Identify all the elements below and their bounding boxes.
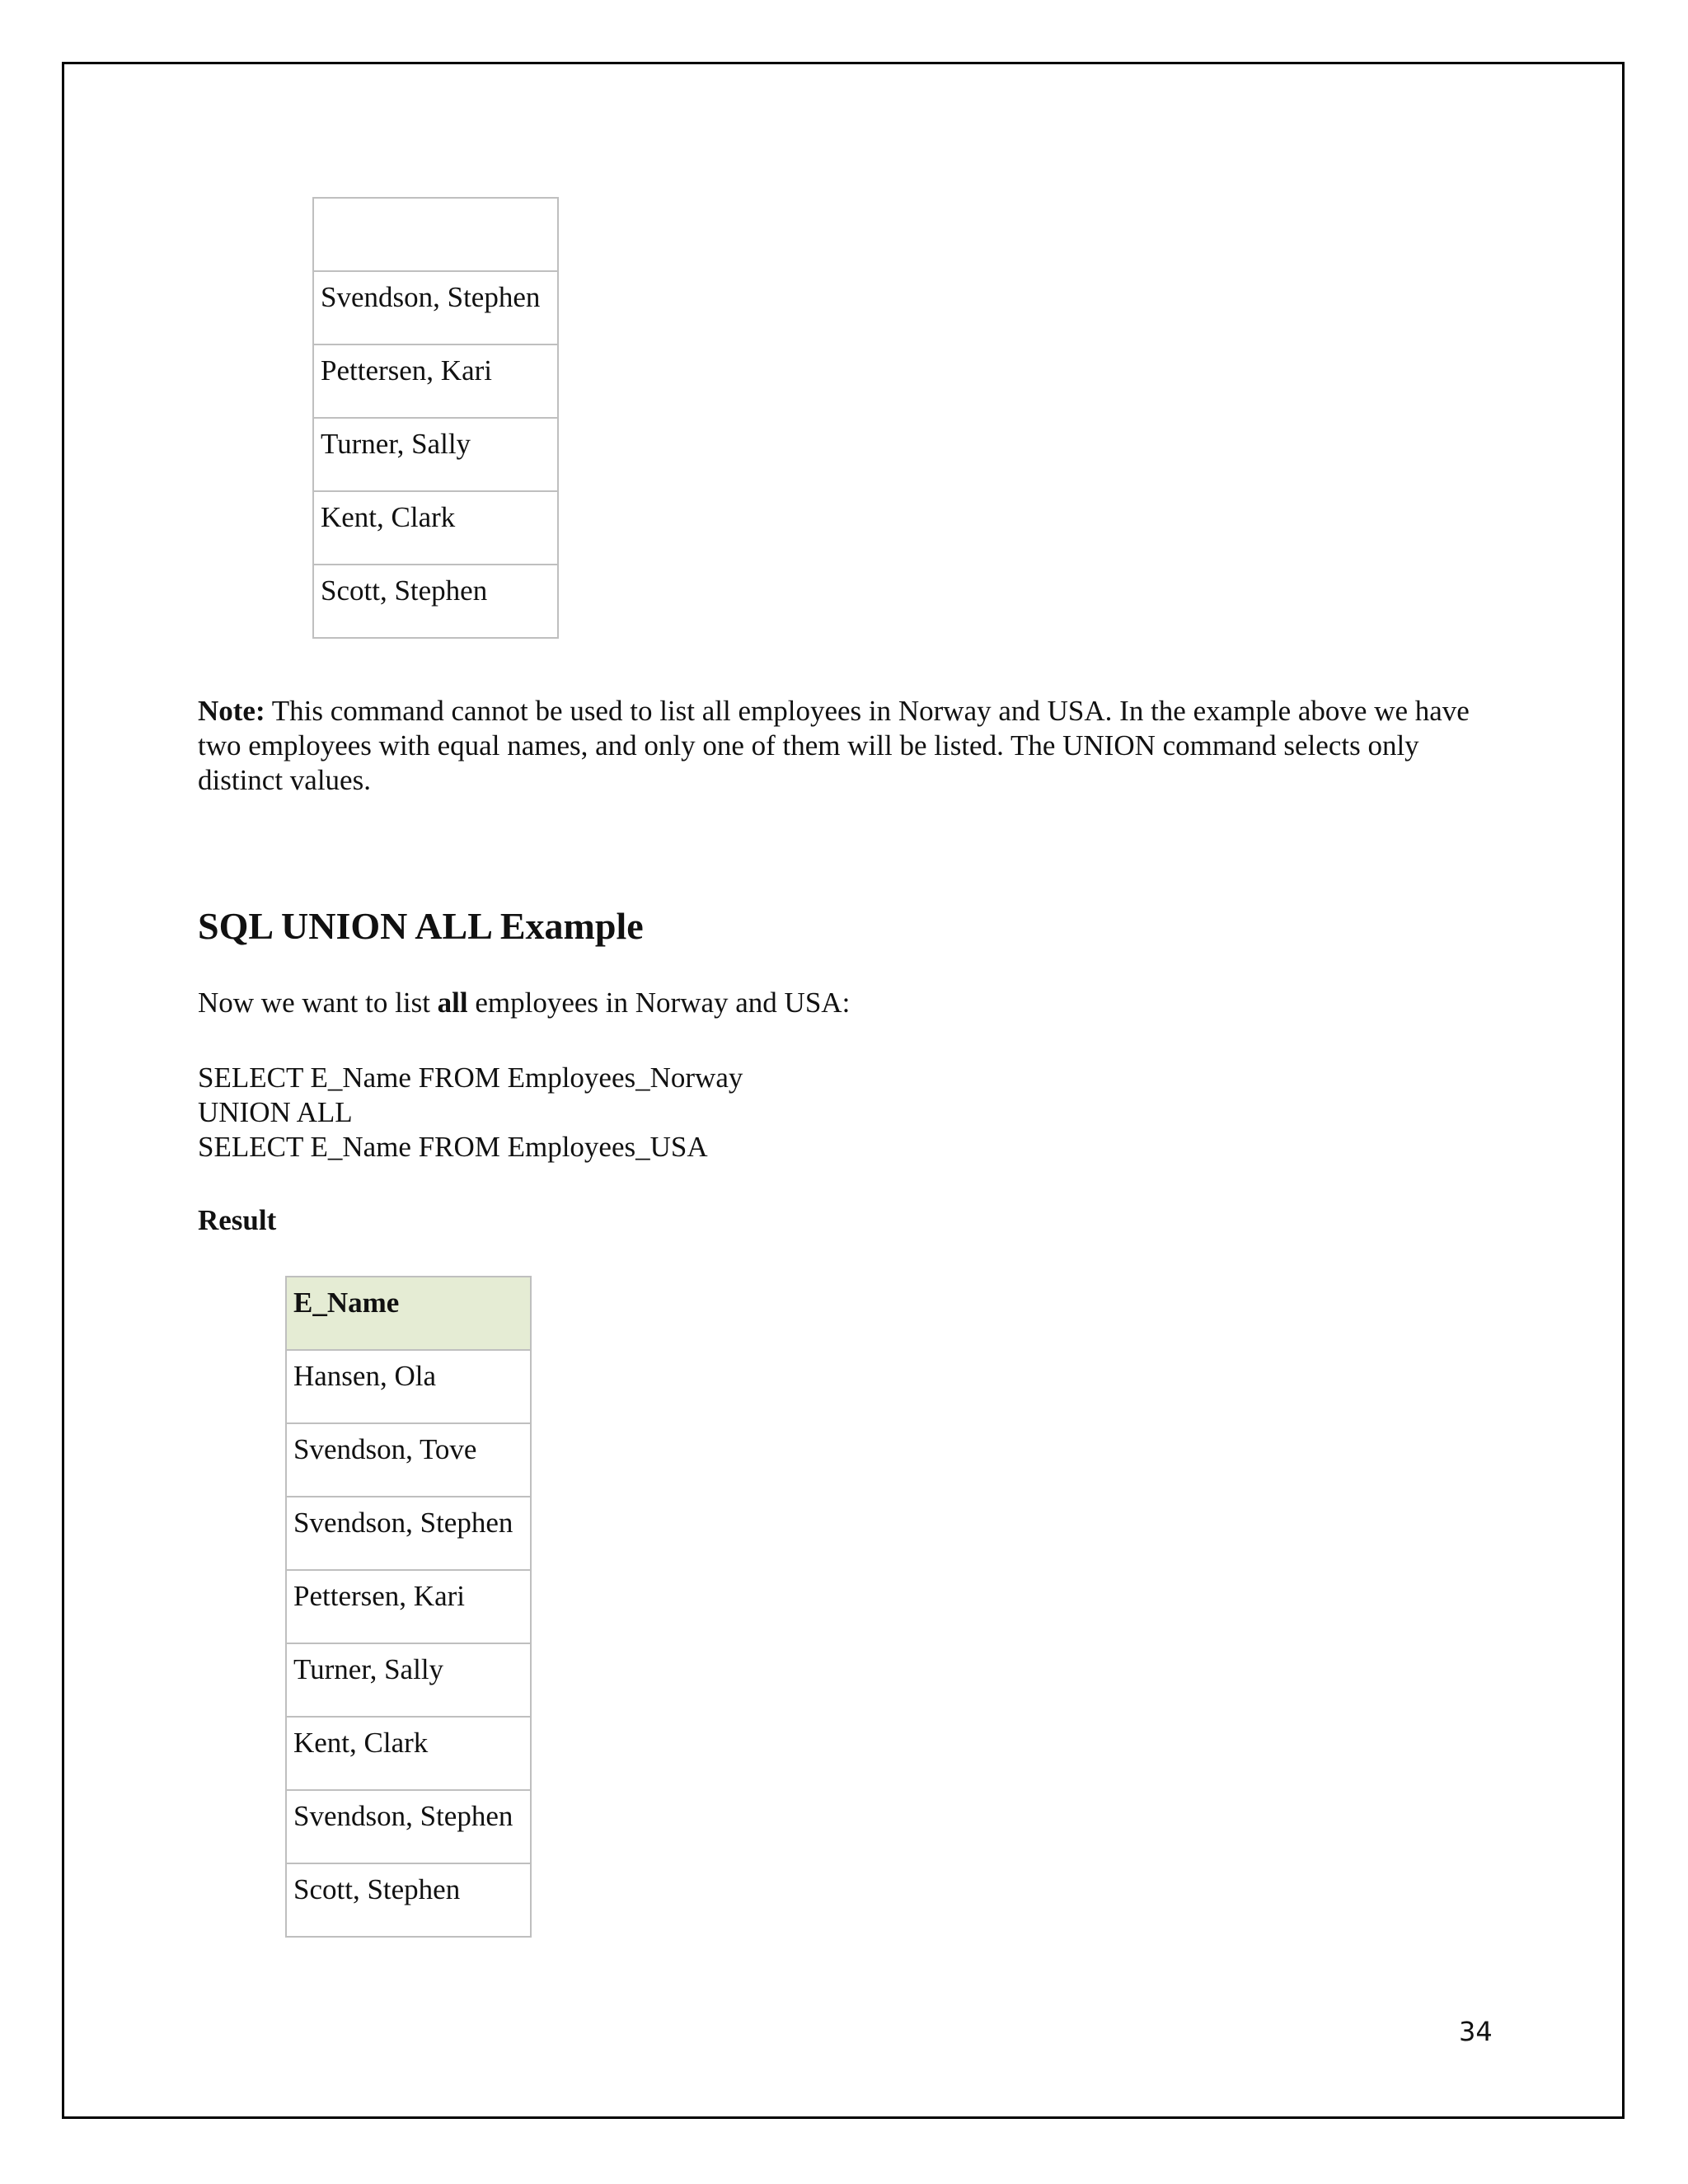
union-result-table-continued (312, 197, 559, 639)
table-cell (286, 1570, 531, 1643)
table-header-cell (286, 1277, 531, 1350)
result-label: Result (198, 1204, 277, 1236)
table-cell (313, 418, 558, 491)
table-header-row (286, 1277, 531, 1350)
table-cell-text: Svendson, Tove (293, 1433, 477, 1465)
table-cell (286, 1423, 531, 1497)
table-row (313, 344, 558, 418)
table-row (286, 1570, 531, 1643)
table-row (286, 1423, 531, 1497)
table-row (286, 1717, 531, 1790)
table-cell-text: Pettersen, Kari (293, 1580, 465, 1612)
table-cell (313, 344, 558, 418)
table-cell-text (321, 199, 551, 207)
note-label: Note: (198, 695, 265, 727)
table-cell-text: Kent, Clark (321, 501, 456, 533)
table-cell-text: Svendson, Stephen (293, 1507, 513, 1539)
sql-query (198, 1061, 743, 1165)
table-row (313, 565, 558, 638)
table-cell (286, 1497, 531, 1570)
intro-text-bold: all (437, 987, 468, 1019)
table-cell (286, 1717, 531, 1790)
table-cell (286, 1863, 531, 1937)
section-heading: SQL UNION ALL Example (198, 905, 644, 947)
table-cell-text: Scott, Stephen (321, 574, 488, 607)
table-row (286, 1863, 531, 1937)
table-cell-text: Kent, Clark (293, 1727, 429, 1759)
table-row (313, 418, 558, 491)
table-cell-text: Pettersen, Kari (321, 354, 492, 387)
table-cell-text: Svendson, Stephen (321, 281, 541, 313)
note-paragraph (198, 694, 1500, 798)
note-text: This command cannot be used to list all employees in Norway and USA. In the example above we have two employees with equal names, and only one of them will be listed. The UNION command selects only distinct values. (198, 695, 1470, 796)
table-row (313, 198, 558, 271)
sql-query-line: SELECT E_Name FROM Employees_USA (198, 1131, 708, 1163)
table-row (286, 1497, 531, 1570)
table-cell (286, 1643, 531, 1717)
table-header-text: E_Name (293, 1286, 400, 1319)
table-row (286, 1350, 531, 1423)
table-row (286, 1643, 531, 1717)
sql-query-line: UNION ALL (198, 1096, 353, 1128)
table-cell (313, 565, 558, 638)
intro-paragraph (198, 986, 850, 1020)
intro-text-before: Now we want to list (198, 987, 438, 1019)
table-cell-text: Turner, Sally (321, 428, 471, 460)
table-cell-text: Turner, Sally (293, 1653, 444, 1685)
table-cell (313, 271, 558, 344)
union-all-result-table (285, 1276, 532, 1938)
table-cell (286, 1790, 531, 1863)
table-cell-text: Svendson, Stephen (293, 1800, 513, 1832)
table-cell (313, 198, 558, 271)
table-cell (313, 491, 558, 565)
intro-text-after: employees in Norway and USA: (467, 987, 851, 1019)
table-row (313, 271, 558, 344)
table-cell-text: Hansen, Ola (293, 1360, 437, 1392)
table-row (286, 1790, 531, 1863)
sql-query-line: SELECT E_Name FROM Employees_Norway (198, 1062, 743, 1094)
table-cell-text: Scott, Stephen (293, 1873, 461, 1905)
table-row (313, 491, 558, 565)
table-cell (286, 1350, 531, 1423)
page-number: 34 (1459, 2016, 1493, 2047)
